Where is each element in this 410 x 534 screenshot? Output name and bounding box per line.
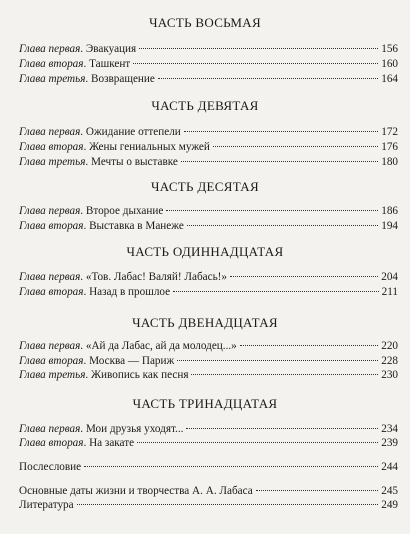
- page-number: 220: [381, 340, 398, 352]
- chapter-title: Жены гениальных мужей: [89, 141, 210, 153]
- page-number: 180: [381, 156, 398, 168]
- toc-entry-literature: [19, 498, 398, 512]
- toc-entry: Глава вторая. Назад в прошлое 211: [19, 286, 398, 298]
- chapter-label: Глава вторая: [19, 220, 84, 232]
- dot-leader: [77, 504, 379, 505]
- toc-entry: Глава первая. Ожидание оттепели 172: [19, 126, 398, 138]
- page-number: 249: [381, 499, 398, 511]
- dot-leader: [139, 48, 378, 49]
- chapter-title: На закате: [89, 437, 135, 449]
- dot-leader: [181, 161, 378, 162]
- page-number: 244: [381, 461, 398, 473]
- chapter-label: Глава третья: [19, 156, 86, 168]
- page-number: 204: [381, 271, 398, 283]
- part-title: ЧАСТЬ ВОСЬМАЯ: [149, 15, 261, 30]
- dot-leader: [137, 442, 378, 443]
- chapter-title: Выставка в Манеже: [89, 220, 184, 232]
- part-title: ЧАСТЬ ОДИННАДЦАТАЯ: [126, 244, 284, 259]
- chapter-label: Глава первая: [19, 205, 81, 217]
- chapter-label: Глава вторая: [19, 286, 84, 298]
- toc-entry: Глава первая. «Тов. Лабас! Валяй! Лабась!» 204: [19, 271, 398, 283]
- chapter-label: Глава третья: [19, 73, 86, 85]
- dot-leader: [173, 291, 378, 292]
- part-title: ЧАСТЬ ДВЕНАДЦАТАЯ: [132, 315, 278, 330]
- chapter-title: «Тов. Лабас! Валяй! Лабась!»: [85, 271, 227, 283]
- chapter-title: Мечты о выставке: [91, 156, 178, 168]
- page-number: 211: [381, 286, 398, 298]
- toc-entry: Глава третья. Возвращение 164: [19, 73, 398, 85]
- chapter-label: Глава вторая: [19, 141, 84, 153]
- dot-leader: [240, 345, 378, 346]
- part-title: ЧАСТЬ ДЕВЯТАЯ: [151, 98, 259, 113]
- part-title: ЧАСТЬ ТРИНАДЦАТАЯ: [132, 396, 278, 411]
- toc-entry: Глава первая. «Ай да Лабас, ай да молодец...» 220: [19, 340, 398, 352]
- entry-title: Послесловие: [19, 461, 82, 473]
- chapter-label: Глава первая: [19, 126, 81, 138]
- dot-leader: [256, 490, 379, 491]
- toc-entry-chronology: [19, 484, 398, 498]
- chapter-title: Мои друзья уходят...: [85, 423, 184, 435]
- dot-leader: [184, 131, 378, 132]
- toc-entry: Глава третья. Мечты о выставке 180: [19, 156, 398, 168]
- page-number: 194: [381, 220, 398, 232]
- chapter-title: Второе дыхание: [85, 205, 164, 217]
- chapter-label: Глава первая: [19, 271, 81, 283]
- chapter-title: Живопись как песня: [91, 369, 189, 381]
- page-number: 164: [381, 73, 398, 85]
- toc-entry: Глава вторая. На закате 239: [19, 437, 398, 449]
- dot-leader: [230, 276, 378, 277]
- toc-entry: Глава вторая. Жены гениальных мужей 176: [19, 141, 398, 153]
- entry-title: Литература: [19, 499, 74, 511]
- toc-entry: Глава третья. Живопись как песня 230: [19, 369, 398, 381]
- chapter-title: Назад в прошлое: [89, 286, 171, 298]
- toc-entry: Глава вторая. Ташкент 160: [19, 58, 398, 70]
- dot-leader: [177, 360, 378, 361]
- dot-leader: [187, 225, 378, 226]
- chapter-label: Глава первая: [19, 423, 81, 435]
- chapter-title: Москва — Париж: [89, 355, 175, 367]
- page-number: 245: [381, 485, 398, 497]
- chapter-title: Ташкент: [89, 58, 131, 70]
- chapter-title: Ожидание оттепели: [85, 126, 181, 138]
- page-number: 172: [381, 126, 398, 138]
- page-number: 156: [381, 43, 398, 55]
- chapter-title: Эвакуация: [85, 43, 137, 55]
- page-number: 239: [381, 437, 398, 449]
- toc-entry: Глава первая. Эвакуация 156: [19, 43, 398, 55]
- entry-title: Основные даты жизни и творчества А. А. Лабаса: [19, 485, 253, 497]
- toc-entry: Глава вторая. Москва — Париж 228: [19, 355, 398, 367]
- chapter-label: Глава первая: [19, 340, 81, 352]
- dot-leader: [84, 466, 378, 467]
- page-number: 228: [381, 355, 398, 367]
- dot-leader: [133, 63, 378, 64]
- dot-leader: [186, 428, 378, 429]
- dot-leader: [213, 146, 378, 147]
- chapter-label: Глава вторая: [19, 437, 84, 449]
- dot-leader: [191, 374, 378, 375]
- part-title: ЧАСТЬ ДЕСЯТАЯ: [151, 179, 259, 194]
- dot-leader: [166, 210, 378, 211]
- chapter-label: Глава третья: [19, 369, 86, 381]
- toc-entry: Глава первая. Мои друзья уходят... 234: [19, 423, 398, 435]
- chapter-label: Глава первая: [19, 43, 81, 55]
- toc-entry: Глава первая. Второе дыхание 186: [19, 205, 398, 217]
- dot-leader: [158, 78, 378, 79]
- page-number: 160: [381, 58, 398, 70]
- toc-entry-afterword: [19, 460, 398, 474]
- chapter-label: Глава вторая: [19, 58, 84, 70]
- chapter-title: Возвращение: [91, 73, 155, 85]
- page-number: 176: [381, 141, 398, 153]
- chapter-label: Глава вторая: [19, 355, 84, 367]
- toc-entry: Глава вторая. Выставка в Манеже 194: [19, 220, 398, 232]
- page-number: 186: [381, 205, 398, 217]
- page-number: 230: [381, 369, 398, 381]
- chapter-title: «Ай да Лабас, ай да молодец...»: [85, 340, 237, 352]
- page-number: 234: [381, 423, 398, 435]
